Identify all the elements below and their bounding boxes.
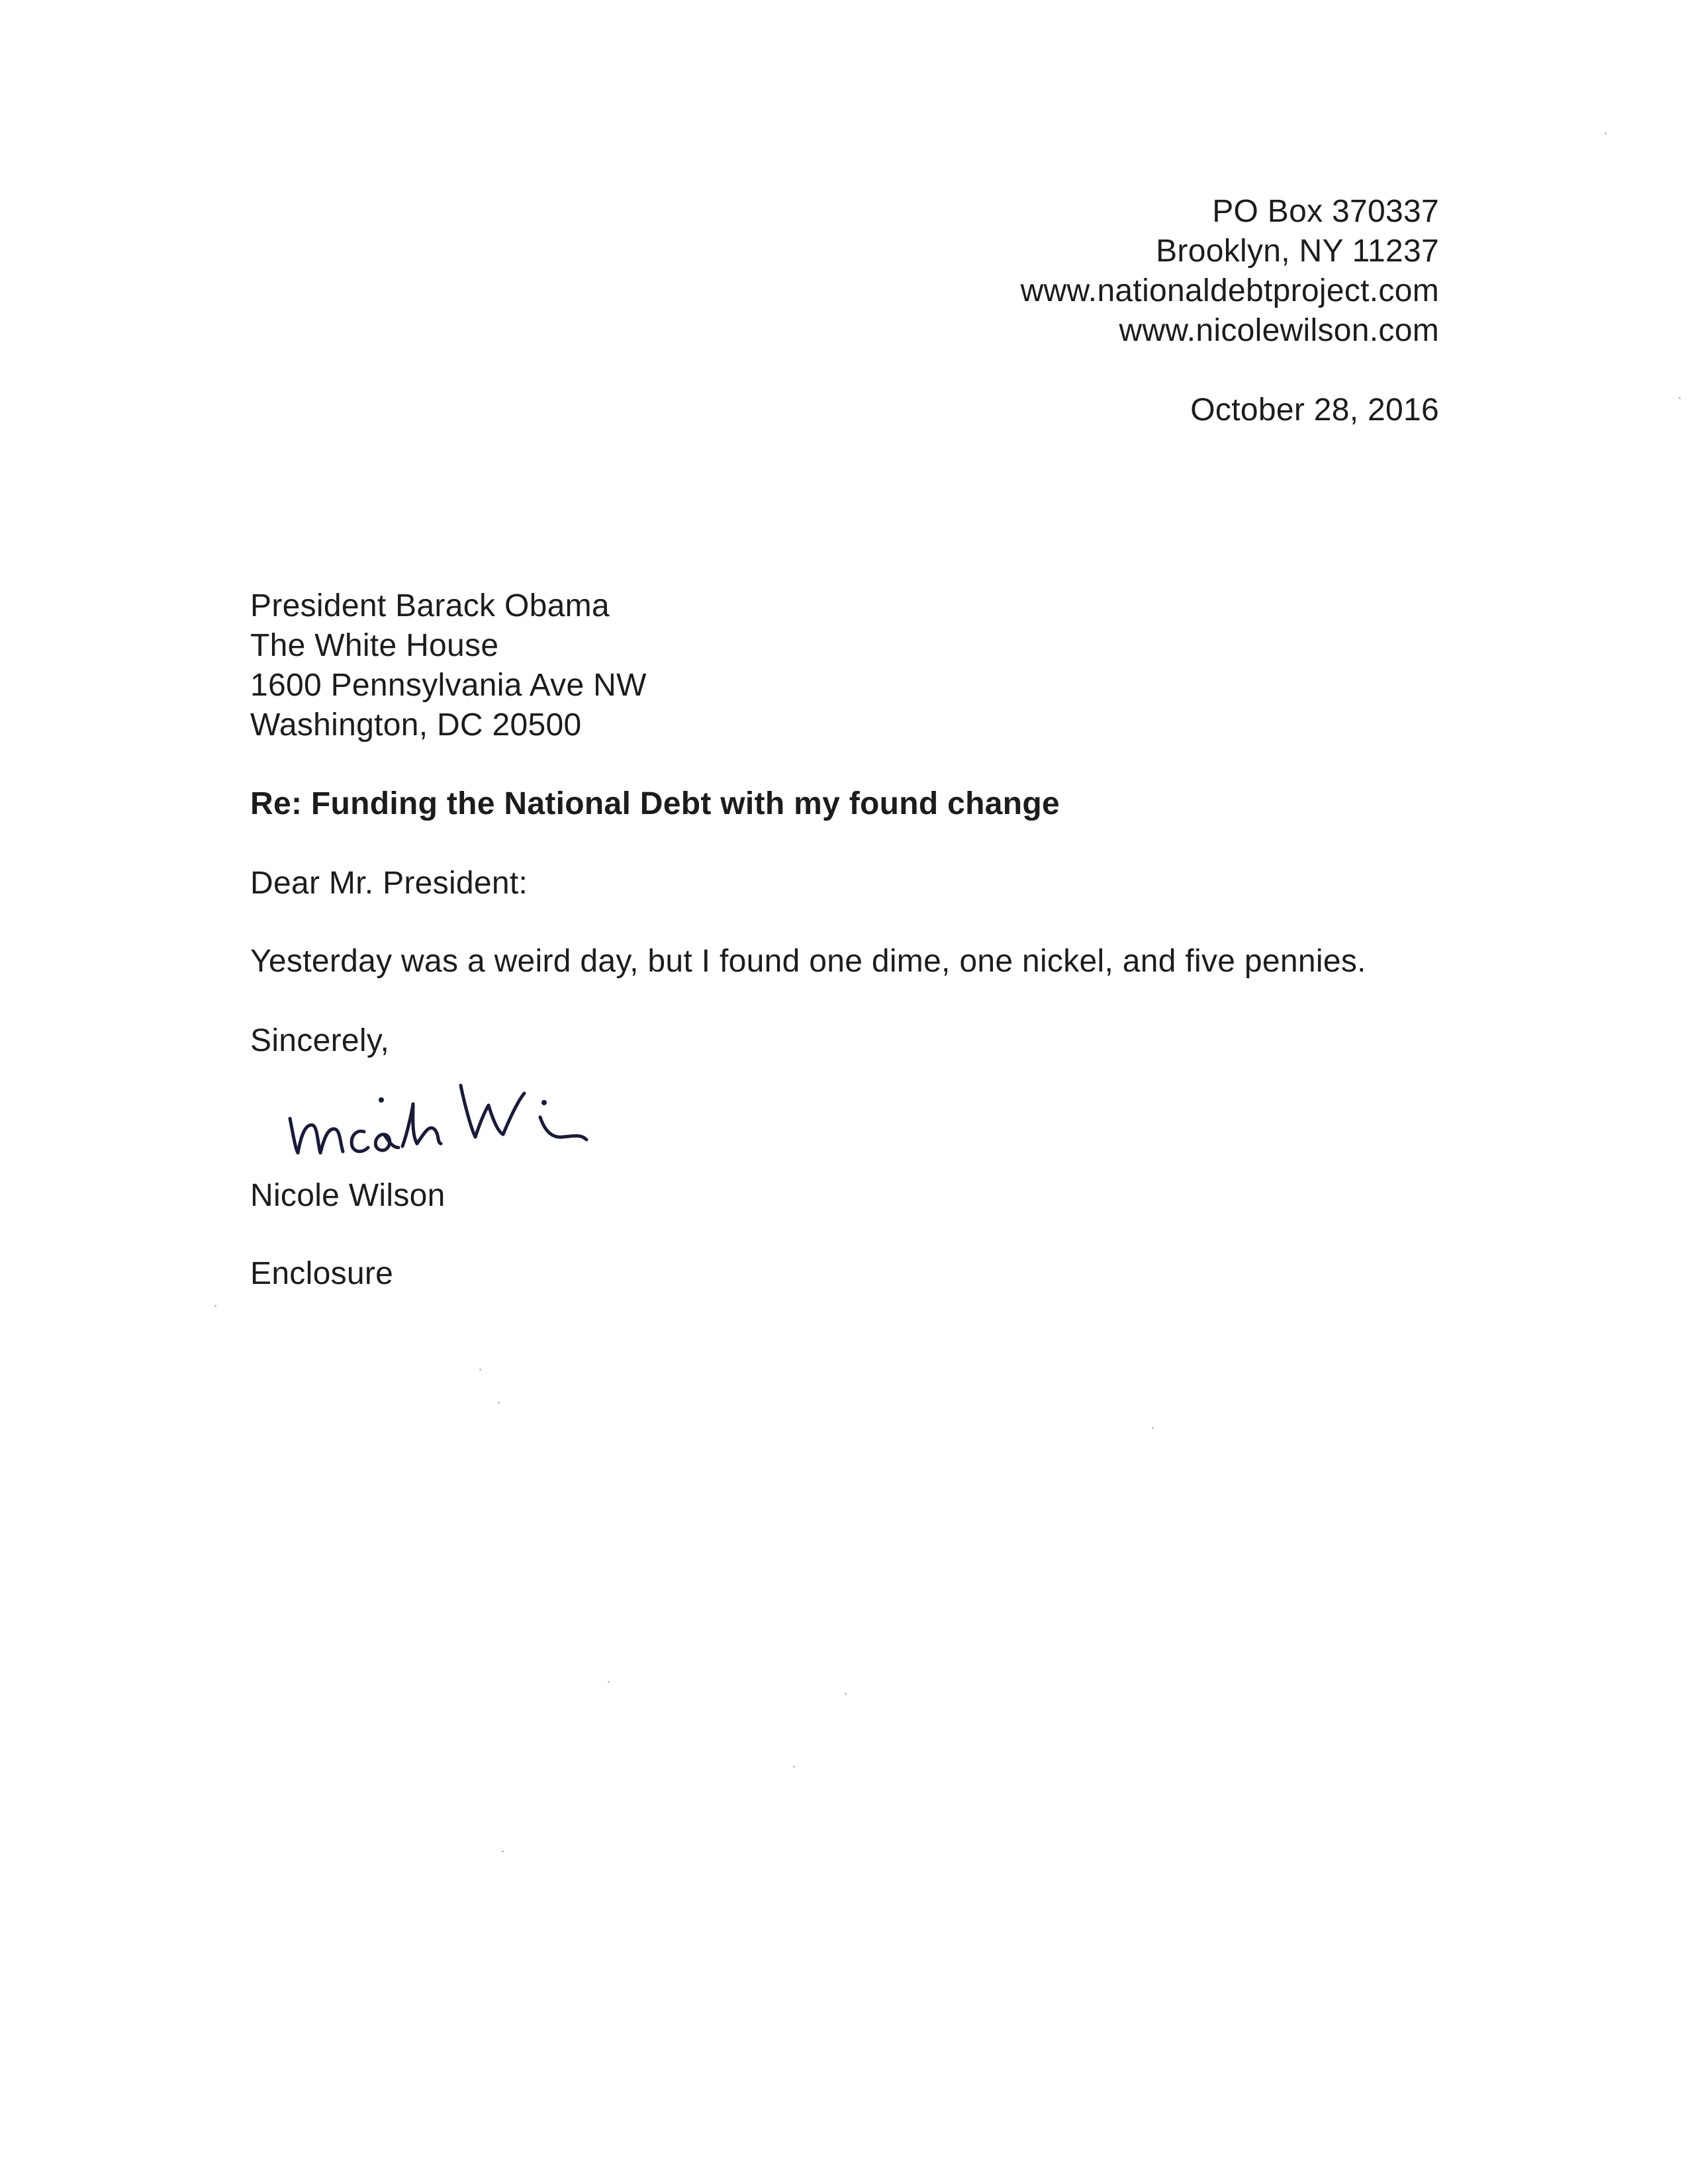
signer-name: Nicole Wilson <box>250 1178 445 1213</box>
recipient-line3: 1600 Pennsylvania Ave NW <box>250 668 647 703</box>
sender-website-2: www.nicolewilson.com <box>1119 313 1439 348</box>
recipient-line2: The White House <box>250 628 499 663</box>
scan-speck <box>214 1305 216 1307</box>
scan-speck <box>502 1850 504 1852</box>
scan-speck <box>1605 132 1607 134</box>
sender-address-line2: Brooklyn, NY 11237 <box>1156 234 1439 269</box>
scan-speck <box>845 1693 847 1695</box>
body-paragraph: Yesterday was a weird day, but I found one dime, one nickel, and five pennies. <box>250 944 1366 979</box>
handwritten-signature <box>278 1066 622 1171</box>
recipient-line4: Washington, DC 20500 <box>250 707 582 743</box>
scan-speck <box>498 1402 500 1404</box>
scan-speck <box>1152 1427 1154 1429</box>
scan-speck <box>608 1681 610 1683</box>
closing: Sincerely, <box>250 1023 390 1058</box>
subject-line: Re: Funding the National Debt with my found change <box>250 786 1060 821</box>
scan-speck <box>1679 397 1681 399</box>
scan-speck <box>479 1369 481 1371</box>
recipient-name: President Barack Obama <box>250 588 610 623</box>
enclosure-note: Enclosure <box>250 1256 394 1291</box>
sender-website-1: www.nationaldebtproject.com <box>1020 273 1439 308</box>
sender-address-line1: PO Box 370337 <box>1212 194 1439 229</box>
letter-date: October 28, 2016 <box>1190 392 1439 428</box>
salutation: Dear Mr. President: <box>250 866 528 901</box>
scan-speck <box>793 1766 795 1768</box>
